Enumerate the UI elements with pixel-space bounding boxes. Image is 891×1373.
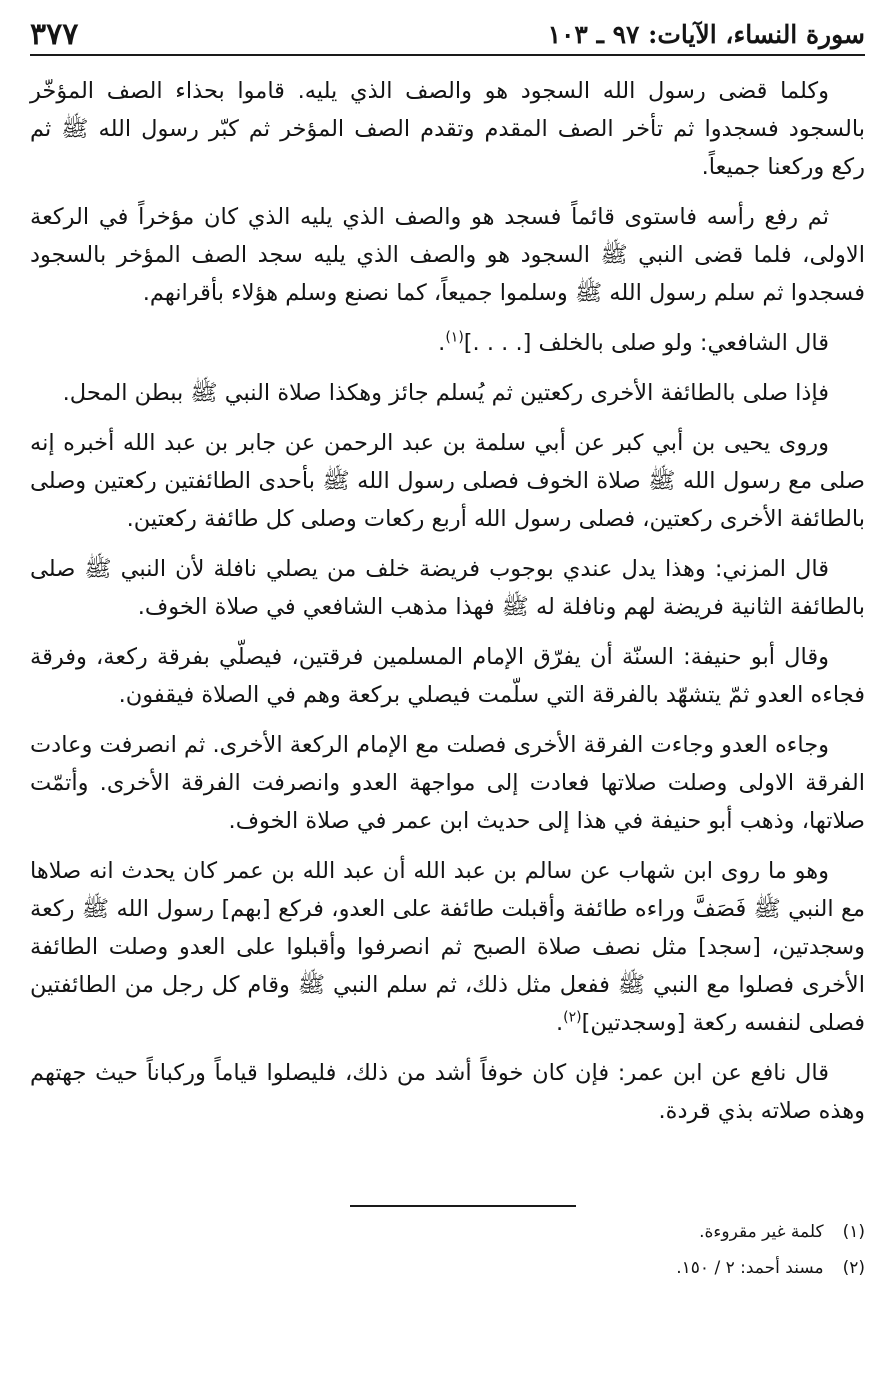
footnote-ref-1: (١) [445, 329, 464, 346]
paragraph-10: قال نافع عن ابن عمر: فإن كان خوفاً أشد من ذلك، فليصلوا قياماً وركباناً حيث جهتهم وهذه صلاته بذي قردة. [30, 1060, 865, 1124]
footnote-divider [350, 1205, 576, 1207]
paragraph-3-period: . [438, 330, 446, 356]
footnote-2-number: (٢) [842, 1258, 865, 1278]
paragraph-7: وقال أبو حنيفة: السنّة أن يفرّق الإمام المسلمين فرقتين، فيصلّي بفرقة ركعة، وفرقة فجاءه العدو ثمّ يتشهّد بالفرقة التي سلّمت فيصلي بركعة وهم في الصلاة فيقفون. [30, 644, 865, 708]
footnote-ref-2: (٢) [563, 1009, 582, 1026]
page-number: ٣٧٧ [30, 16, 79, 52]
paragraph-1: وكلما قضى رسول الله السجود هو والصف الذي يليه. قاموا بحذاء الصف المؤخّر بالسجود فسجدوا ثم تأخر الصف المقدم وتقدم الصف المؤخر ثم كبّر رسول الله ﷺ ثم ركع وركعنا جميعاً. [30, 78, 865, 180]
paragraph-9-period: . [556, 1010, 564, 1036]
paragraph-4: فإذا صلى بالطائفة الأخرى ركعتين ثم يُسلم جائز وهكذا صلاة النبي ﷺ ببطن المحل. [62, 380, 829, 406]
footnote-2-text: مسند أحمد: ٢ / ١٥٠. [676, 1258, 824, 1278]
footnotes [30, 1214, 865, 1286]
footnote-1-number: (١) [842, 1222, 865, 1242]
paragraph-6: قال المزني: وهذا يدل عندي بوجوب فريضة خلف من يصلي نافلة لأن النبي ﷺ صلى بالطائفة الثانية فريضة لهم ونافلة له ﷺ فهذا مذهب الشافعي في صلاة الخوف. [30, 556, 865, 620]
footnote-1-text: كلمة غير مقروءة. [699, 1222, 824, 1242]
chapter-title: سورة النساء، الآيات: ٩٧ ـ ١٠٣ [547, 19, 865, 49]
footnote-2 [30, 1250, 865, 1286]
paragraph-8: وجاءه العدو وجاءت الفرقة الأخرى فصلت مع الإمام الركعة الأخرى. ثم انصرفت وعادت الفرقة الاولى وصلت صلاتها فعادت إلى مواجهة العدو وانصرفت الفرقة الأخرى. وأتمّت صلاتها، وذهب أبو حنيفة في هذا إلى حديث ابن عمر في صلاة الخوف. [30, 732, 865, 834]
running-header [30, 14, 865, 56]
paragraph-9 [30, 852, 865, 1042]
paragraph-5: وروى يحيى بن أبي كبر عن أبي سلمة بن عبد الرحمن عن جابر بن عبد الله أخبره إنه صلى مع رسول الله ﷺ صلاة الخوف فصلى رسول الله ﷺ بأحدى الطائفتين ركعتين وصلى بالطائفة الأخرى ركعتين، فصلى رسول الله أربع ركعات وصلى كل طائفة ركعتين. [30, 430, 865, 532]
main-text [30, 72, 865, 1142]
paragraph-3-text: قال الشافعي: ولو صلى بالخلف [. . . .] [463, 330, 829, 356]
footnote-1 [30, 1214, 865, 1250]
paragraph-2: ثم رفع رأسه فاستوى قائماً فسجد هو والصف الذي يليه الذي كان مؤخراً في الركعة الاولى، فلما قضى النبي ﷺ السجود هو والصف الذي يليه سجد الصف المؤخر بالسجود فسجدوا ثم سلم رسول الله ﷺ وسلموا جميعاً، كما نصنع وسلم هؤلاء بأقرانهم. [30, 204, 865, 306]
paragraph-3 [30, 324, 865, 362]
paragraph-9-text: وهو ما روى ابن شهاب عن سالم بن عبد الله أن عبد الله بن عمر كان يحدث انه صلاها مع النبي ﷺ فَصَفَّ وراءه طائفة وأقبلت طائفة على العدو، فركع [بهم] رسول الله ﷺ ركعة وسجدتين، [سجد] مثل نصف صلاة الصبح ثم انصرفوا وأقبلوا على العدو وصلت الطائفة الأخرى فصلوا مع النبي ﷺ ففعل مثل ذلك، ثم سلم النبي ﷺ وقام كل رجل من الطائفتين فصلى لنفسه ركعة [وسجدتين] [30, 858, 865, 1036]
